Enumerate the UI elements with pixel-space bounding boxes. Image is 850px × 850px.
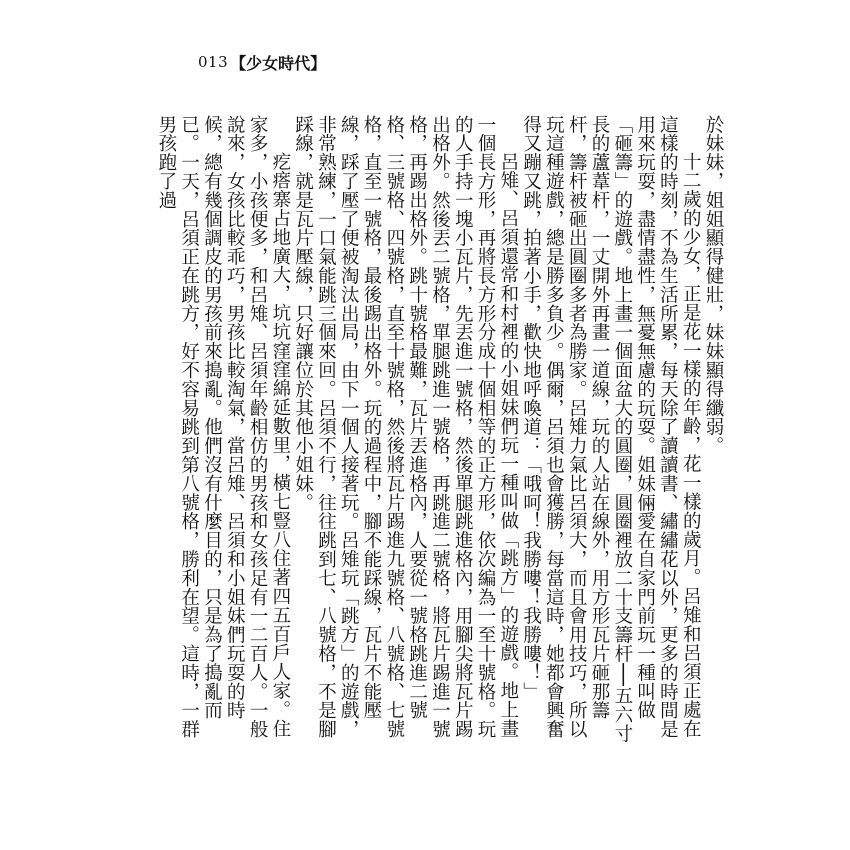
paragraph: 十二歲的少女，正是花一樣的年齡，花一樣的歲月。呂雉和呂須正處在這樣的時刻，不為生活所累，每天除了讀讀書、繡繡花以外，更多的時間是用來玩耍，盡情盡性，無憂無慮的玩耍。姐妹倆愛在自家門前玩一種叫做「砸籌」的遊戲。地上畫一個面盆大的圓圈，圓圈裡放二十支籌杆──五六寸長的蘆葦杆，一丈開外再畫一道線，玩的人站在線外，用方形瓦片砸那籌杆，籌杆被砸出圓圈多者為勝家。呂雉力氣比呂須大，而且會用技巧，所以玩這種遊戲，總是勝多負少。偶爾，呂須也會獲勝，每當這時，她都會興奮得又蹦又跳，拍著小手，歡快地呼喚道：「哦呵！我勝嘍！我勝嘍！」 — [520, 115, 702, 743]
paragraph: 呂雉、呂須還常和村裡的小姐妹們玩一種叫做「跳方」的遊戲。地上畫一個長方形，再將長方形分成十個相等的正方形，依次編為一至十號格。玩的人手持一塊小瓦片，先丟進一號格，然後單腿跳進格內，用腳尖將瓦片踢出格外。然後丟二號格，單腿跳進一號格，再跳進二號格，將瓦片踢進一號格，再踢出格外。跳十號格最難，瓦片丟進格內，人要從一號格跳進二號格、三號格、四號格，直至十號格，然後將瓦片踢進九號格、八號格、七號格，直至一號格，最後踢出格外。玩的過程中，腳不能踩線，瓦片不能壓線，踩了壓了便被淘汰出局，由下一個人接著玩。呂雉玩「跳方」的遊戲，非常熟練，一口氣能跳三個來回。呂須不行，往往跳到七、八號格，不是腳踩線，就是瓦片壓線，只好讓位於其他小姐妹。 — [292, 115, 519, 739]
page-number: 013 — [198, 53, 229, 71]
paragraph: 疙瘩寨占地廣大，坑坑窪窪綿延數里，橫七豎八住著四五百戶人家。住家多，小孩便多，和呂雉、呂須年齡相仿的男孩和女孩足有一二百人。一般說來，女孩比較乖巧，男孩比較淘氣，當呂雉、呂須和小姐妹們玩耍的時候，總有幾個調皮的男孩前來搗亂。他們沒有什麼目的，只是為了搗亂而已。一天，呂須正在跳方，好不容易跳到第八號格，勝利在望。這時，一群男孩跑了過 — [155, 115, 291, 739]
section-title: 【少女時代】 — [230, 53, 327, 73]
paragraph-continued: 於妹妹，姐姐顯得健壯，妹妹顯得纖弱。 — [703, 115, 724, 456]
page-header — [198, 50, 326, 74]
body-text — [155, 115, 724, 755]
